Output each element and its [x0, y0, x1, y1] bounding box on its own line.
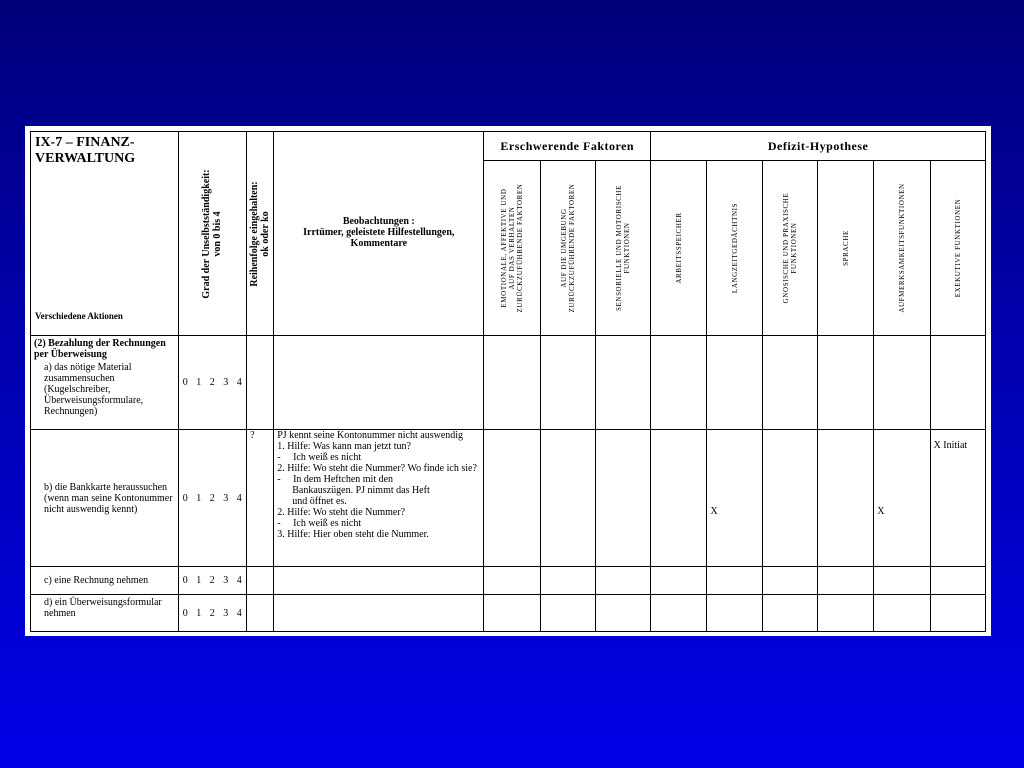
factor-header [540, 161, 595, 336]
deficit-header [930, 161, 985, 336]
observation-cell [274, 595, 484, 632]
factor-header [595, 161, 650, 336]
actions-label: Verschiedene Aktionen [35, 311, 123, 321]
mark-cell [540, 567, 595, 595]
title-cell [31, 132, 179, 336]
mark-cell [874, 430, 930, 567]
sequence-header [247, 132, 274, 336]
mark-cell [818, 567, 874, 595]
action-text: b) die Bankkarte heraussuchen (wenn man seine Kontonummer nicht auswendig kennt) [44, 481, 176, 515]
action-cell [31, 595, 179, 632]
deficit-header-text: AUFMERKSAMKEITSFUNKTIONEN [897, 183, 906, 313]
action-text: d) ein Überweisungsformular nehmen [44, 597, 165, 619]
deficit-header-text: ARBEITSSPEICHER [674, 212, 683, 284]
deficit-header [651, 161, 707, 336]
observation-cell [274, 430, 484, 567]
observation-cell [274, 336, 484, 430]
deficit-header [818, 161, 874, 336]
mark-cell [595, 595, 650, 632]
mark-cell [818, 430, 874, 567]
factor-header-text: AUF DIE UMGEBUNG ZURÜCKZUFÜHRENDE FAKTOREN [559, 183, 576, 313]
mark-cell [874, 567, 930, 595]
mark-cell [707, 567, 762, 595]
deficit-header-text: EXEKUTIVE FUNKTIONEN [953, 198, 962, 298]
scale-cell [178, 336, 246, 430]
mark-cell [540, 430, 595, 567]
action-text: a) das nötige Material zusammensuchen (Kugelschreiber, Überweisungsformulare, Rechnungen) [44, 362, 146, 417]
section-title: (2) Bezahlung der Rechnungen per Überweisung [34, 338, 169, 360]
sequence-cell [247, 567, 274, 595]
mark-cell [595, 336, 650, 430]
factor-header-text: SENSORIELLE UND MOTORISCHE FUNKTIONEN [615, 185, 632, 311]
autonomy-scale: 0 1 2 3 4 [182, 377, 245, 388]
deficit-header-text: GNOSISCHE UND PRAXISCHE FUNKTIONEN [781, 192, 798, 304]
sequence-cell [247, 595, 274, 632]
mark-cell [651, 567, 707, 595]
mark-cell [595, 567, 650, 595]
mark-cell [651, 430, 707, 567]
deficit-group-header: Defizit-Hypothese [651, 132, 986, 161]
factor-header-text: EMOTIONALE, AFFEKTIVE UND AUF DAS VERHALTEN ZURÜCKZUFÜHRENDE FAKTOREN [499, 183, 524, 313]
action-text: c) eine Rechnung nehmen [44, 575, 149, 586]
autonomy-scale: 0 1 2 3 4 [182, 492, 245, 504]
mark-cell [818, 336, 874, 430]
factors-group-header: Erschwerende Faktoren [484, 132, 651, 161]
assessment-table [30, 131, 986, 632]
mark-cell [595, 430, 650, 567]
mark-cell [484, 595, 540, 632]
autonomy-scale: 0 1 2 3 4 [182, 575, 245, 586]
mark-cell [874, 336, 930, 430]
mark-cell [762, 595, 817, 632]
deficit-mark-executive: X Initiat [933, 440, 968, 451]
mark-cell [540, 336, 595, 430]
observations-header [274, 132, 484, 336]
observation-cell [274, 567, 484, 595]
deficit-header-text: LANGZEITGEDÄCHTNIS [730, 202, 739, 294]
table-row [31, 567, 986, 595]
mark-cell [762, 336, 817, 430]
action-cell [31, 336, 179, 430]
mark-cell [762, 567, 817, 595]
mark-cell [818, 595, 874, 632]
mark-cell [762, 430, 817, 567]
mark-cell [707, 595, 762, 632]
mark-cell [930, 430, 985, 567]
autonomy-header [178, 132, 246, 336]
mark-cell [484, 430, 540, 567]
action-cell [31, 430, 179, 567]
observation-text: PJ kennt seine Kontonummer nicht auswendig 1. Hilfe: Was kann man jetzt tun? - Ich weiß es nicht 2. Hilfe: Wo steht die Nummer? Wo finde ich sie? - In dem Heftchen mit den Bankauszügen. PJ nimmt das Heft und öffnet es. 2. Hilfe: Wo steht die Nummer? - Ich weiß es nicht 3. Hilfe: Hier oben steht die Nummer. [277, 430, 477, 540]
page-title: IX-7 – FINANZ- VERWALTUNG [35, 135, 136, 166]
scale-cell [178, 595, 246, 632]
sequence-header-text: Reihenfolge eingehalten: ok oder ko [249, 180, 272, 287]
scale-cell [178, 430, 246, 567]
assessment-sheet [25, 126, 991, 636]
deficit-header [707, 161, 762, 336]
mark-cell [930, 567, 985, 595]
autonomy-scale: 0 1 2 3 4 [182, 607, 245, 619]
deficit-header [762, 161, 817, 336]
mark-cell [707, 336, 762, 430]
deficit-mark-attention: X [877, 506, 885, 517]
mark-cell [707, 430, 762, 567]
table-row [31, 595, 986, 632]
deficit-header-text: SPRACHE [841, 230, 850, 266]
mark-cell [540, 595, 595, 632]
mark-cell [930, 336, 985, 430]
sequence-mark: ? [250, 430, 255, 441]
sequence-cell [247, 430, 274, 567]
mark-cell [651, 336, 707, 430]
table-row [31, 336, 986, 430]
deficit-header [874, 161, 930, 336]
mark-cell [874, 595, 930, 632]
action-cell [31, 567, 179, 595]
mark-cell [651, 595, 707, 632]
observations-header-text: Beobachtungen : Irrtümer, geleistete Hilfestellungen, Kommentare [303, 216, 455, 249]
factor-header [484, 161, 540, 336]
autonomy-header-text: Grad der Unselbstständigkeit: von 0 bis 4 [201, 168, 224, 299]
table-row [31, 430, 986, 567]
deficit-mark-long-term-memory: X [710, 506, 718, 517]
mark-cell [930, 595, 985, 632]
sequence-cell [247, 336, 274, 430]
scale-cell [178, 567, 246, 595]
mark-cell [484, 567, 540, 595]
mark-cell [484, 336, 540, 430]
